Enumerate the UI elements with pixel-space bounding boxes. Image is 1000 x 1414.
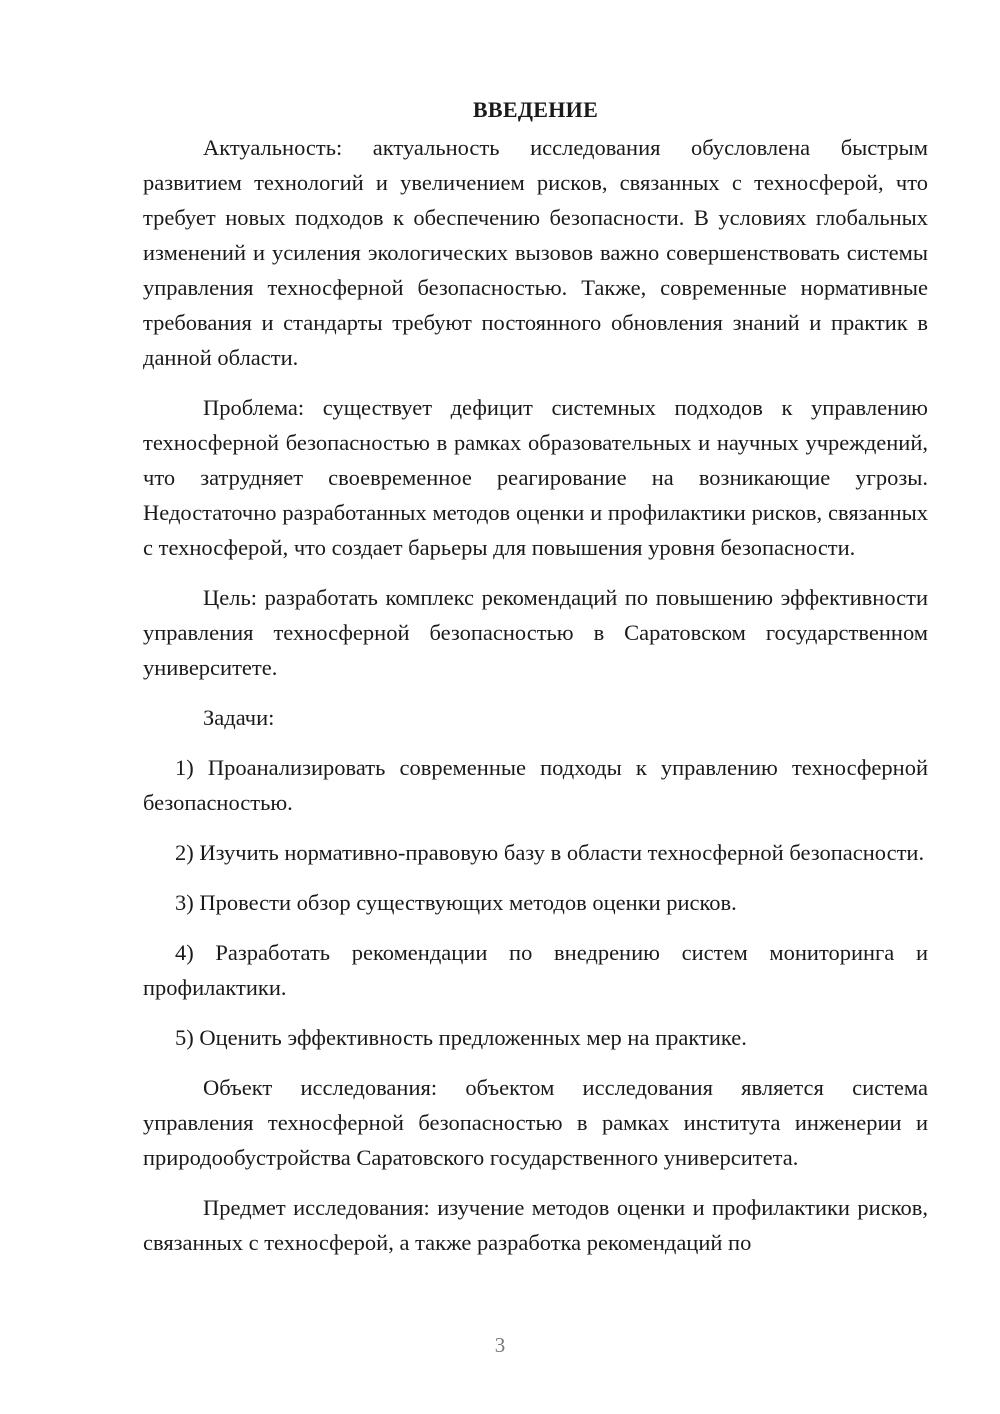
goal-paragraph: Цель: разработать комплекс рекомендаций по повышению эффективности управления техносферной безопасностью в Саратовском государственном университете.: [143, 585, 928, 680]
page-body: [143, 92, 928, 1260]
object-paragraph: Объект исследования: объектом исследования является система управления техносферной безопасностью в рамках института инженерии и природообустройства Саратовского государственного университета.: [143, 1075, 928, 1170]
problem-paragraph: Проблема: существует дефицит системных подходов к управлению техносферной безопасностью в рамках образовательных и научных учреждений, что затрудняет своевременное реагирование на возникающие угрозы. Недостаточно разработанных методов оценки и профилактики рисков, связанных с техносферой, что создает барьеры для повышения уровня безопасности.: [143, 395, 928, 560]
page-number: 3: [494, 1333, 506, 1357]
relevance-paragraph: Актуальность: актуальность исследования обусловлена быстрым развитием технологий и увеличением рисков, связанных с техносферой, что требует новых подходов к обеспечению безопасности. В условиях глобальных изменений и усиления экологических вызовов важно совершенствовать системы управления техносферной безопасностью. Также, современные нормативные требования и стандарты требуют постоянного обновления знаний и практик в данной области.: [143, 135, 928, 370]
task-item: 3) Провести обзор существующих методов оценки рисков.: [175, 890, 737, 915]
task-item: 5) Оценить эффективность предложенных мер на практике.: [175, 1025, 747, 1050]
section-heading: ВВЕДЕНИЕ: [472, 97, 599, 122]
task-item: 1) Проанализировать современные подходы к управлению техносферной безопасностью.: [143, 755, 928, 815]
tasks-heading: Задачи:: [203, 705, 275, 730]
task-item: 4) Разработать рекомендации по внедрению систем мониторинга и профилактики.: [143, 940, 928, 1000]
task-item: 2) Изучить нормативно-правовую базу в области техносферной безопасности.: [175, 840, 925, 865]
subject-paragraph: Предмет исследования: изучение методов оценки и профилактики рисков, связанных с техносферой, а также разработка рекомендаций по: [143, 1195, 928, 1255]
